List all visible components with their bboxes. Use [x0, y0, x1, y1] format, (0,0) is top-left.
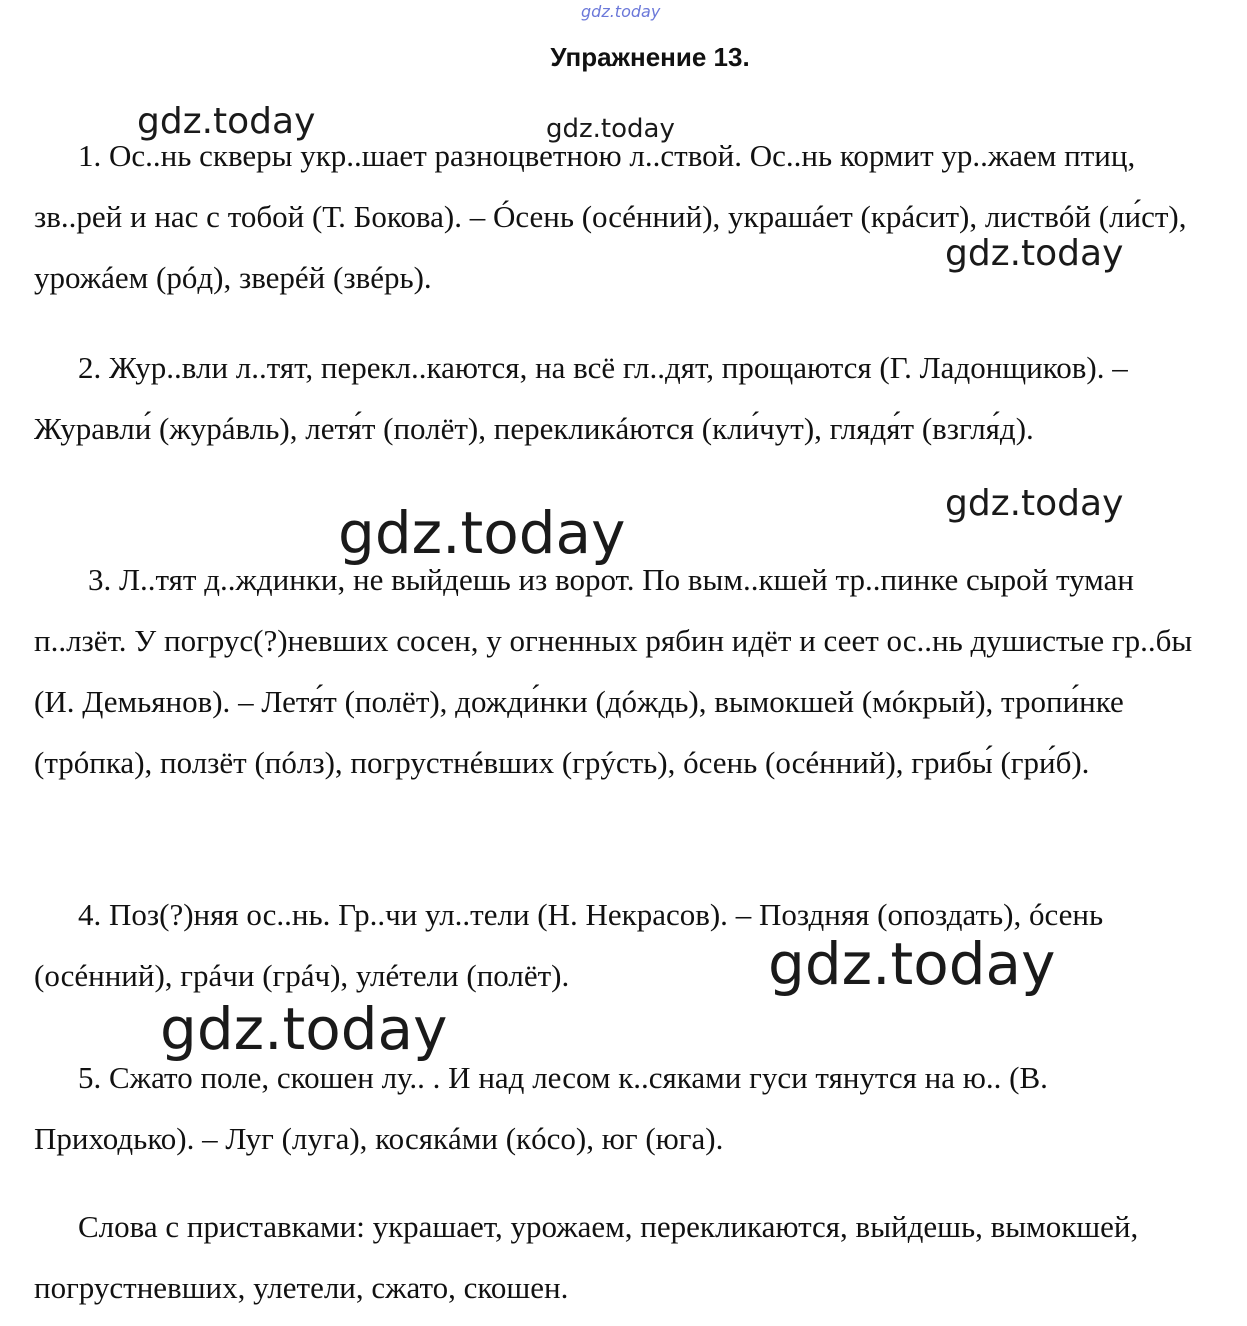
exercise-title: Упражнение 13. — [550, 42, 750, 72]
watermark: gdz.today — [338, 499, 626, 567]
watermark: gdz.today — [160, 995, 448, 1063]
watermark: gdz.today — [137, 101, 316, 142]
task-text: 5. Сжато поле, скошен лу.. . И над лесом к..сяками гуси тянутся на ю.. (В. Приходько). — [34, 1060, 1048, 1156]
watermark: gdz.today — [768, 930, 1056, 998]
task-text: 2. Жур..вли л..тят, перекл..каются, на всё гл..дят, прощаются (Г. Ладонщиков). — [78, 350, 1105, 385]
watermark: gdz.today — [945, 483, 1124, 524]
answer-text: – Луг (луга), косякáми (кóсо), юг (юга). — [194, 1121, 724, 1156]
task-text: 4. Поз(?)няя ос..нь. Гр..чи ул..тели (Н. Некрасов). — [78, 897, 728, 932]
task-text: 1. Ос..нь скверы укр..шает разноцветною л..ствой. Ос..нь кормит ур..жаем птиц, зв..рей и нас с тобой (Т. Бокова). — [34, 138, 1136, 234]
task-text: 3. Л..тят д..ждинки, не выйдешь из ворот. По вым..кшей тр..пинке сырой туман п..лзёт. У погрус(?)невших сосен, у огненных рябин идёт и сеет ос..нь душистые гр..бы (И. Демьянов). — [34, 562, 1193, 719]
answer-text: – Журавли́ (журáвль), летя́т (полёт), перекликáются (кли́чут), глядя́т (взгля́д). — [34, 350, 1128, 446]
exercise-item-2 — [34, 337, 1212, 459]
exercise-item-5 — [34, 1047, 1212, 1169]
exercise-item-4 — [34, 884, 1212, 1006]
watermark: gdz.today — [945, 233, 1124, 274]
watermark: gdz.today — [546, 114, 675, 144]
answer-text: – Поздняя (опоздать), óсень (осéнний), грáчи (грáч), улéтели (полёт). — [34, 897, 1104, 993]
exercise-item-1 — [34, 125, 1212, 308]
summary-text: Слова с приставками: украшает, урожаем, перекликаются, выйдешь, вымокшей, погрустневших, улетели, сжато, скошен. — [34, 1209, 1139, 1305]
prefix-words-summary — [34, 1196, 1212, 1318]
answer-text: – Óсень (осéнний), украшáет (крáсит), листвóй (ли́ст), урожáем (рóд), зверéй (звéрь). — [34, 199, 1187, 295]
exercise-item-3 — [34, 549, 1212, 793]
answer-text: – Летя́т (полёт), дожди́нки (дóждь), вымокшей (мóкрый), тропи́нке (трóпка), ползёт (пóлз), погрустнéвших (грýсть), óсень (осéнний), грибы́ (гри́б). — [34, 684, 1124, 780]
watermark-top: gdz.today — [581, 2, 661, 21]
